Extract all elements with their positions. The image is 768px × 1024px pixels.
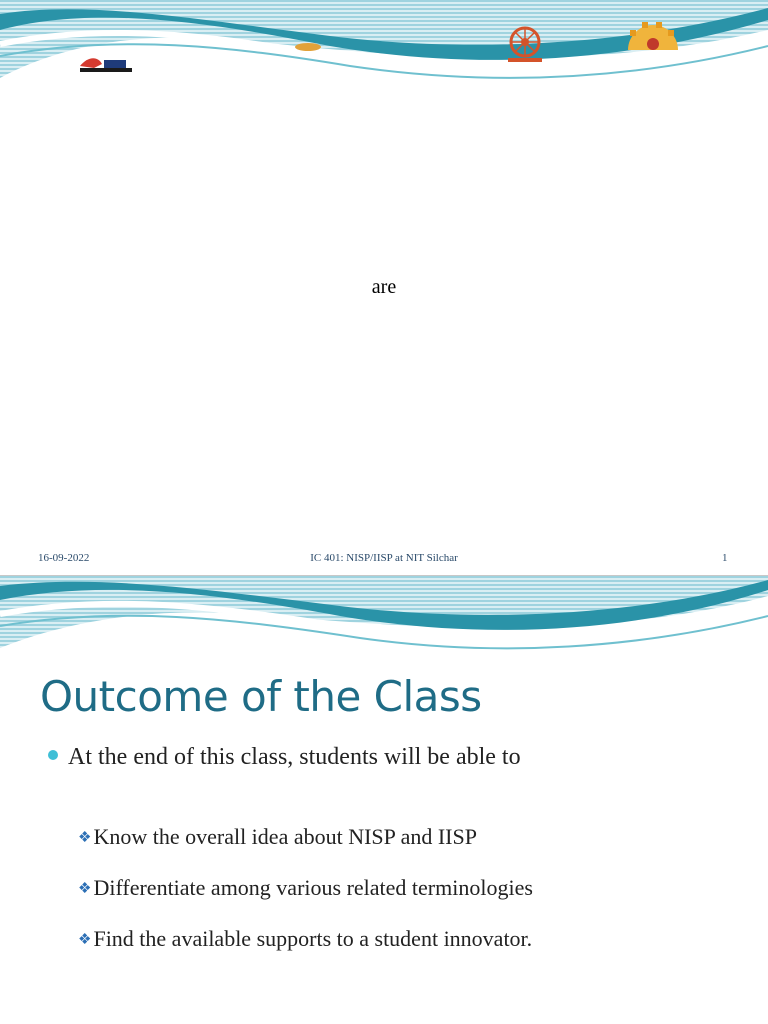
list-item (78, 822, 533, 873)
list-item-text: Differentiate among various related terminologies (93, 875, 533, 900)
gear-sun-logo (624, 20, 682, 50)
wheel-emblem-logo (500, 24, 550, 64)
slide-title: Outcome of the Class (40, 672, 482, 721)
footer-date: 16-09-2022 (38, 552, 90, 564)
list-item (78, 924, 533, 975)
diamond-bullet-icon: ❖ (78, 932, 92, 948)
footer-course-title: IC 401: NISP/IISP at NIT Silchar (310, 552, 458, 564)
bullet-dot-icon (48, 750, 58, 760)
outcome-list (78, 822, 533, 975)
emblem-small-logo (294, 42, 322, 52)
main-bullet-text: At the end of this class, students will be able to (68, 744, 521, 770)
footer-page-number: 1 (722, 552, 728, 564)
diamond-bullet-icon: ❖ (78, 830, 92, 846)
slide-2 (0, 576, 768, 1024)
main-bullet (48, 744, 521, 771)
list-item (78, 873, 533, 924)
list-item-text: Know the overall idea about NISP and IISP (93, 824, 477, 849)
header-wave-banner (0, 576, 768, 656)
list-item-text: Find the available supports to a student innovator. (93, 926, 533, 951)
center-text: are (371, 276, 397, 298)
diamond-bullet-icon: ❖ (78, 881, 92, 897)
institute-logo-left (80, 52, 132, 72)
